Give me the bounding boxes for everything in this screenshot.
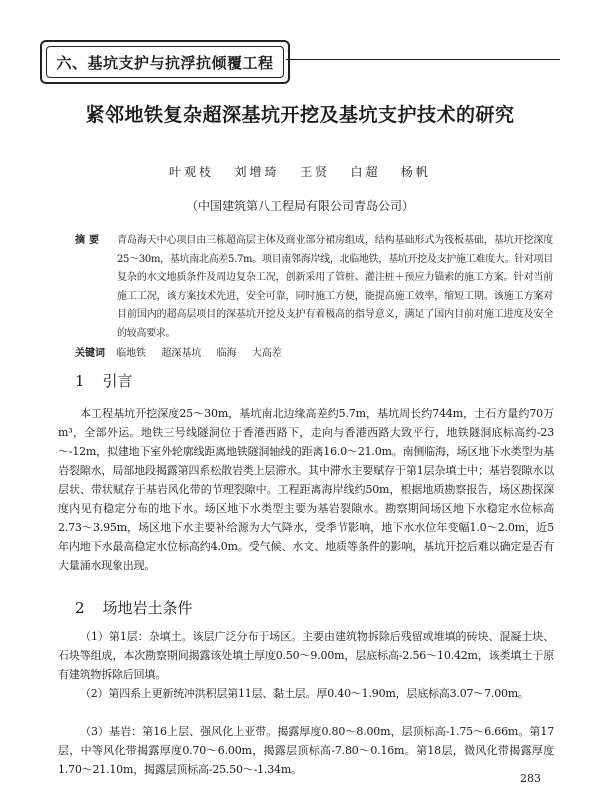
section-number: 2 <box>75 599 85 617</box>
keywords <box>75 344 553 359</box>
body-paragraph: （3）基岩：第16上层、强风化上亚带。揭露厚度0.80～8.00m，层顶标高-1.75～6.66m。第17层，中等风化带揭露厚度0.70～6.00m，揭露层顶标高-7.80～0.16m。第18层，微风化带揭露厚度1.70～21.10m，揭露层顶标高-25.50～-1.34m。 <box>58 725 554 776</box>
author: 王贤 <box>299 165 330 179</box>
author: 叶观枝 <box>169 165 215 179</box>
keyword: 临地铁 <box>116 348 147 359</box>
body-paragraph: 本工程基坑开挖深度25～30m，基坑南北边缘高差约5.7m，基坑周长约744m，土石方量约70万m³，全部外运。地铁三号线隧洞位于香港西路下，走向与香港西路大致平行，地铁隧洞底标高约-23～-12m，拟建地下室外轮廓线距离地铁隧洞轴线的距离16.0～21.0m。南侧临海，场区地下水类型为基岩裂隙水，局部地段揭露第四系松散岩类上层滞水。其中滞水主要赋存于第1层杂填土中；基岩裂隙水以层状、带状赋存于基岩风化带的节理裂隙中。工程距离海岸线约50m，根据地质勘察报告，场区勘探深度内见有稳定分布的地下水。场区地下水类型主要为基岩裂隙水。勘察期间场区地下水稳定水位标高2.73～3.95m，场区地下水主要补给源为大气降水，受季节影响，地下水水位年变幅1.0～2.0m，近5年内地下水最高稳定水位标高约4.0m。受气候、水文、地质等条件的影响，基坑开挖后难以确定是否有大量涌水现象出现。 <box>58 407 554 572</box>
abstract <box>75 232 553 343</box>
page-number: 283 <box>520 772 541 785</box>
section-number: 1 <box>75 372 85 390</box>
header-rule <box>286 59 560 60</box>
keyword: 临海 <box>216 348 237 359</box>
keywords-label: 关键词 <box>75 348 105 359</box>
keyword: 超深基坑 <box>161 348 202 359</box>
section-heading <box>75 597 193 618</box>
keyword: 大高差 <box>251 348 282 359</box>
abstract-text: 青岛海天中心项目由三栋超高层主体及商业部分裙房组成，结构基础形式为筏板基础，基坑开挖深度25～30m，基坑南北高差5.7m。项目南邻海岸线，北临地铁，基坑开挖及支护施工难度大。针对项目复杂的水文地质条件及周边复杂工况，创新采用了管桩、灌注桩＋预应力锚索的施工方案。针对当前施工工况，该方案技术先进，安全可靠，同时施工方便，能提高施工效率，缩短工期。该施工方案对目前国内的超高层项目的深基坑开挖及支护有着极高的指导意义，满足了国内目前对施工进度及安全的较高要求。 <box>117 235 553 339</box>
section-banner <box>40 40 290 84</box>
author: 白超 <box>350 165 381 179</box>
body-paragraph: （1）第1层：杂填土。该层广泛分布于场区。主要由建筑物拆除后残留或堆填的砖块、混凝土块、石块等组成，本次勘察期间揭露该处填土厚度0.50～9.00m，层底标高-2.56～10.42m，该类填土于原有建筑物拆除后回填。 <box>58 630 554 681</box>
paper-title: 紧邻地铁复杂超深基坑开挖及基坑支护技术的研究 <box>85 104 515 126</box>
section-title: 引言 <box>102 372 133 390</box>
section-title: 场地岩土条件 <box>102 599 193 617</box>
author: 刘增琦 <box>234 165 280 179</box>
author: 杨帆 <box>400 165 431 179</box>
affiliation: （中国建筑第八工程局有限公司青岛公司） <box>185 199 414 213</box>
section-banner-label: 六、基坑支护与抗浮抗倾覆工程 <box>46 46 284 78</box>
section-heading <box>75 370 133 391</box>
body-paragraph: （2）第四系上更新统冲洪积层第11层、黏土层。厚0.40～1.90m，层底标高3.07～7.00m。 <box>80 687 529 700</box>
author-list <box>0 163 600 180</box>
abstract-label: 摘要 <box>75 235 103 246</box>
